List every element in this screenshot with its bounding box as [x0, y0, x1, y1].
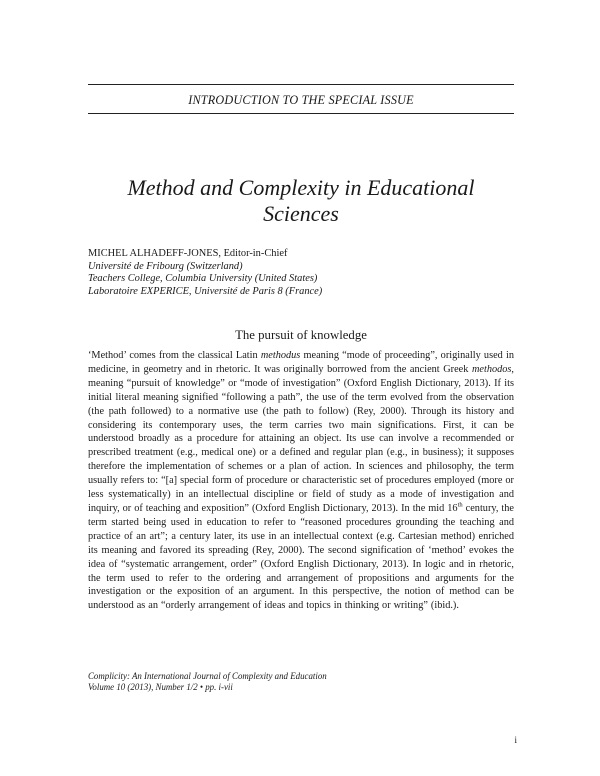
affiliation: Teachers College, Columbia University (United States)	[88, 273, 318, 284]
journal-issue: Volume 10 (2013), Number 1/2 • pp. i-vii	[88, 681, 233, 692]
body-text	[88, 349, 514, 613]
author-block	[88, 248, 514, 298]
text-segment: , meaning “pursuit of knowledge” or “mode of investigation” (Oxford English Dictionary, 2013). If its initial literal meaning signified “following a path”, the use of the term evolved from the observation (the path followed) to a normative use (the path to follow) (Rey, 2000). Through its history and considering its contemporary uses, the term carries two main significations. First, it can be understood broadly as a procedure for attaining an object. Its use can involve a recommended or prescribed treatment (e.g., medical one) or a defined and regular plan (e.g., in business); it supposes therefore the implementation of schemes or a plan of action. In sciences and philosophy, the term usually refers to: “[a] special form of procedure or characteristic set of procedures employed (more or less systematically) in an intellectual discipline or field of study as a mode of investigation and inquiry, or of teaching and exposition” (Oxford English Dictionary, 2013). In the mid 16	[88, 363, 514, 514]
affiliation: Laboratoire EXPERICE, Université de Paris 8 (France)	[88, 285, 323, 297]
paragraph	[88, 349, 514, 613]
page-number: i	[514, 735, 517, 745]
article-title: Method and Complexity in Educational Sciences	[127, 175, 475, 226]
text-segment: century, the term started being used in education to refer to “reasoned procedures grounding the teaching and practice of an art”; a century later, its use in an intellectual context (e.g. Cartesian method) enriched its meaning and favored its spreading (Rey, 2000). The second signification of ‘method’ evokes the idea of “systematic arrangement, order” (Oxford English Dictionary, 2013). In logic and in rhetoric, the term used to refer to the ordering and arrangement of propositions and arguments for the investigation or the exposition of an argument. In this perspective, the notion of method can be understood as an “orderly arrangement of ideas and topics in thinking or writing” (ibid.).	[88, 502, 515, 612]
section-label: INTRODUCTION TO THE SPECIAL ISSUE	[188, 93, 414, 107]
text-segment: meaning “mode of proceeding”, originally used in medicine, in geometry and in rhetoric. It was originally borrowed from the ancient Greek	[88, 350, 515, 375]
top-rule	[88, 84, 514, 85]
section-heading: The pursuit of knowledge	[235, 328, 367, 342]
latin-term: methodus	[260, 350, 301, 361]
superscript: th	[457, 501, 463, 509]
text-segment: ‘Method’ comes from the classical Latin	[88, 350, 261, 361]
header-rule	[88, 113, 514, 114]
journal-name: Complicity: An International Journal of Complexity and Education	[88, 671, 327, 681]
author-name: MICHEL ALHADEFF-JONES, Editor-in-Chief	[88, 248, 288, 259]
journal-footer	[88, 671, 514, 692]
affiliation: Université de Fribourg (Switzerland)	[88, 260, 243, 272]
greek-term: methodos	[471, 363, 512, 375]
